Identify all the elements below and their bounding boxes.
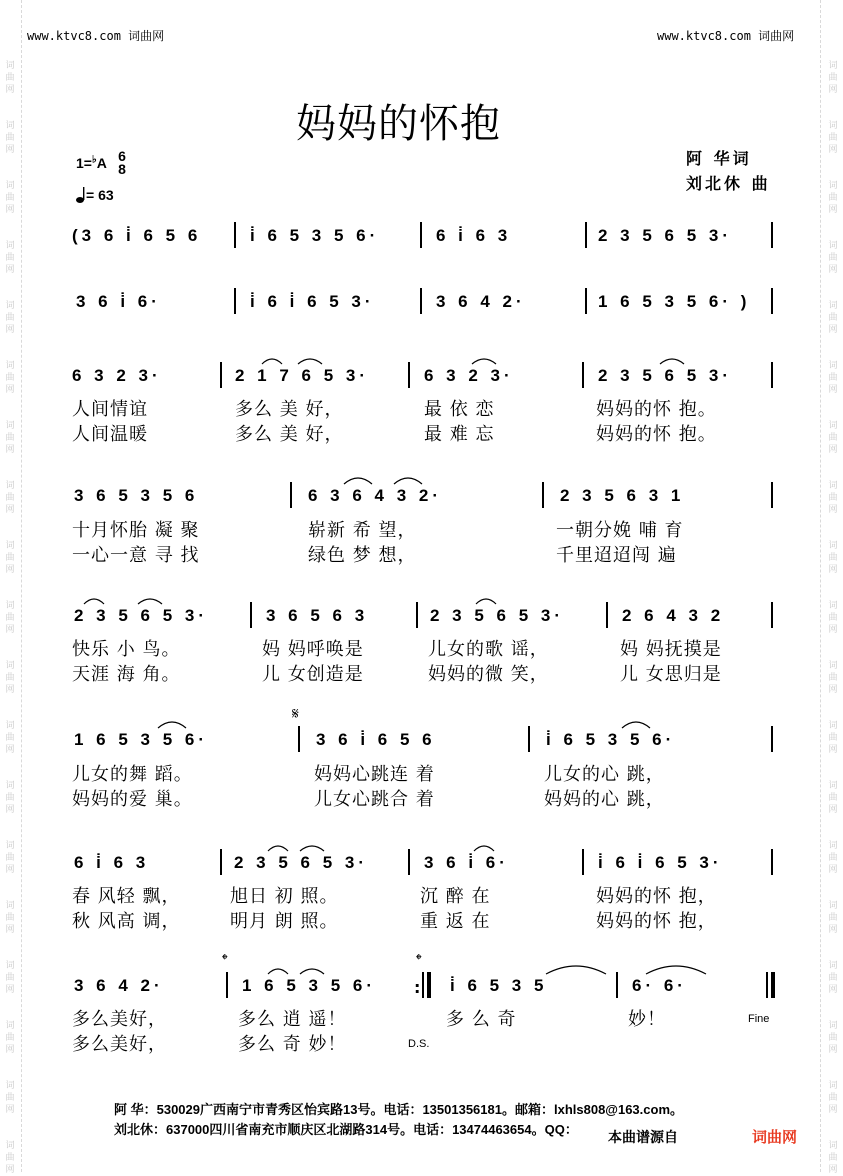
margin-watermark-text: 词曲网: [828, 1021, 838, 1055]
lyric-verse2: 妈妈的怀 抱。: [596, 424, 717, 445]
footer-contact-lyricist: 阿 华：530029广西南宁市青秀区怡宾路13号。电话：13501356181。邮箱：lxhls808@163.com。: [114, 1102, 684, 1117]
measure-notes: 6 i̇ 6 3: [436, 226, 512, 245]
margin-watermark-text: 词曲网: [5, 361, 15, 395]
slur: [660, 359, 684, 364]
lyric-verse2: 妈妈的心 跳，: [544, 789, 665, 810]
lyric-verse1: 多 么 奇: [446, 1009, 517, 1030]
margin-watermark-text: 词曲网: [828, 841, 838, 875]
measure-notes: i̇ 6 5 3 5 6·: [546, 730, 676, 749]
coda-sign: 𝄌: [416, 950, 422, 969]
lyric-verse2: 多么美好，: [72, 1034, 167, 1055]
measure-notes: 3 6 5 3 5 6: [74, 486, 199, 505]
margin-watermark-text: 词曲网: [5, 961, 15, 995]
margin-watermark-text: 词曲网: [828, 541, 838, 575]
margin-watermark-text: 词曲网: [5, 481, 15, 515]
measure-notes: 3 6 4 2·: [74, 976, 164, 995]
flat-sign: ♭: [91, 154, 97, 166]
lyric-verse2: 人间温暖: [72, 424, 148, 445]
lyric-verse2: 绿色 梦 想，: [308, 545, 417, 566]
margin-watermark-text: 词曲网: [5, 541, 15, 575]
segno-sign: 𝄋: [292, 704, 299, 723]
margin-watermark-text: 词曲网: [828, 481, 838, 515]
measure-notes: 2 1 7 6 5 3·: [235, 366, 370, 385]
slur: [84, 599, 104, 604]
slur: [300, 846, 324, 851]
lyric-verse1: 多么 逍 遥！: [238, 1009, 347, 1030]
lyric-verse1: 儿女的歌 谣，: [428, 639, 549, 660]
measure-notes: 6 3 2 3·: [424, 366, 514, 385]
slur: [394, 478, 422, 484]
slur: [646, 966, 706, 974]
measure-notes: i̇ 6 5 3 5: [450, 976, 548, 995]
lyric-verse1: 沉 醉 在: [420, 886, 491, 907]
measure-notes: 2 3 5 6 3 1: [560, 486, 685, 505]
measure-notes: 6 i̇ 6 3: [74, 853, 150, 872]
footer-contact-composer: 刘北休：637000四川省南充市顺庆区北湖路314号。电话：13474463654。QQ：: [114, 1122, 578, 1137]
header-watermark-left: www.ktvc8.com 词曲网: [27, 29, 165, 43]
measure-notes: (3 6 i̇ 6 5 6: [72, 226, 202, 245]
measure-notes: 3 6 4 2·: [436, 292, 526, 311]
margin-watermark-text: 词曲网: [5, 1141, 15, 1175]
repeat-dots: :: [414, 978, 421, 997]
measure-notes: 1 6 5 3 5 6· ): [598, 292, 751, 311]
measure-notes: 2 3 5 6 5 3·: [234, 853, 369, 872]
lyric-verse1: 儿女的舞 蹈。: [72, 764, 193, 785]
margin-watermark-text: 词曲网: [5, 781, 15, 815]
margin-watermark-text: 词曲网: [5, 61, 15, 95]
margin-watermark-text: 词曲网: [5, 181, 15, 215]
slur: [298, 359, 322, 364]
song-title: 妈妈的怀抱: [296, 101, 501, 147]
measure-notes: 2 3 5 6 5 3·: [598, 226, 733, 245]
lyric-verse2: 最 难 忘: [424, 424, 495, 445]
lyric-verse2: 明月 朗 照。: [230, 911, 339, 932]
margin-watermark-text: 词曲网: [5, 1081, 15, 1115]
margin-watermark-text: 词曲网: [828, 781, 838, 815]
slur: [476, 599, 496, 604]
lyric-verse1: 一朝分娩 哺 育: [556, 520, 684, 541]
lyric-verse1: 妙！: [628, 1009, 666, 1030]
measure-notes: 2 3 5 6 5 3·: [598, 366, 733, 385]
lyric-verse2: 妈妈的爱 巢。: [72, 789, 193, 810]
margin-watermark-text: 词曲网: [828, 661, 838, 695]
lyric-verse2: 一心一意 寻 找: [72, 545, 200, 566]
lyric-verse2: 多么 美 好，: [235, 424, 344, 445]
margin-watermark-text: 词曲网: [5, 121, 15, 155]
measure-notes: i̇ 6 5 3 5 6·: [250, 226, 380, 245]
key-note: A: [96, 155, 107, 171]
key-prefix: 1=: [76, 155, 92, 171]
lyric-verse1: 多么 美 好，: [235, 399, 344, 420]
measure-notes: 6 3 2 3·: [72, 366, 162, 385]
margin-watermark-text: 词曲网: [828, 1141, 838, 1175]
lyric-verse1: 儿女的心 跳，: [544, 764, 665, 785]
lyric-verse1: 人间情谊: [72, 399, 148, 420]
lyric-verse1: 妈 妈抚摸是: [620, 639, 722, 660]
margin-watermark-text: 词曲网: [5, 301, 15, 335]
margin-watermark-text: 词曲网: [5, 721, 15, 755]
lyric-verse2: 千里迢迢闯 遍: [556, 545, 677, 566]
measure-notes: 6· 6·: [632, 976, 687, 995]
slur: [474, 846, 494, 851]
source-note: 本曲谱源自: [604, 1127, 682, 1147]
margin-watermark-text: 词曲网: [828, 301, 838, 335]
measure-notes: i̇ 6 i̇ 6 5 3·: [250, 292, 375, 311]
measure-notes: 3 6 i̇ 6 5 6: [316, 730, 436, 749]
slur: [472, 359, 496, 364]
slur: [138, 599, 162, 604]
margin-watermark-text: 词曲网: [5, 241, 15, 275]
slur: [268, 969, 288, 974]
measure-notes: 2 6 4 3 2: [622, 606, 725, 625]
lyric-verse2: 天涯 海 角。: [72, 664, 181, 685]
brand-logo: 词曲网: [752, 1128, 798, 1146]
slur: [300, 969, 324, 974]
lyric-verse1: 快乐 小 鸟。: [72, 639, 181, 660]
measure-notes: 3 6 5 6 3: [266, 606, 369, 625]
margin-watermark-text: 词曲网: [828, 721, 838, 755]
time-signature-bottom: 8: [118, 161, 126, 177]
measure-notes: 6 3 6 4 3 2·: [308, 486, 443, 505]
lyric-verse1: 十月怀胎 凝 聚: [72, 520, 200, 541]
slur: [268, 846, 288, 851]
measure-notes: 1 6 5 3 5 6·: [242, 976, 377, 995]
composer-credit: 刘北休 曲: [686, 174, 771, 193]
lyric-verse1: 妈妈的怀 抱。: [596, 399, 717, 420]
margin-watermark-text: 词曲网: [828, 421, 838, 455]
margin-watermark-text: 词曲网: [828, 61, 838, 95]
lyric-verse1: 春 风轻 飘，: [72, 886, 181, 907]
lyric-verse1: 崭新 希 望，: [308, 520, 417, 541]
lyric-verse2: 重 返 在: [420, 911, 491, 932]
coda-sign: 𝄌: [222, 950, 228, 969]
lyric-verse2: 妈妈的微 笑，: [428, 664, 549, 685]
slur: [262, 359, 282, 364]
lyric-verse1: 妈妈心跳连 着: [314, 764, 435, 785]
measure-notes: 2 3 5 6 5 3·: [430, 606, 565, 625]
lyric-verse1: 多么美好，: [72, 1009, 167, 1030]
lyric-verse1: 妈妈的怀 抱，: [596, 886, 717, 907]
lyric-verse1: 妈 妈呼唤是: [262, 639, 364, 660]
margin-watermark-text: 词曲网: [828, 241, 838, 275]
slur: [546, 966, 606, 974]
slur: [158, 722, 186, 728]
header-watermark-right: www.ktvc8.com 词曲网: [657, 29, 795, 43]
margin-watermark-text: 词曲网: [828, 961, 838, 995]
measure-notes: i̇ 6 i̇ 6 5 3·: [598, 853, 723, 872]
lyric-verse1: 最 依 恋: [424, 399, 495, 420]
lyric-verse2: 儿女心跳合 着: [314, 789, 435, 810]
ds-mark: D.S.: [408, 1038, 430, 1050]
lyric-verse2: 秋 风高 调，: [72, 911, 181, 932]
slur: [622, 722, 650, 728]
time-signature-top: 6: [118, 148, 126, 164]
margin-watermark-text: 词曲网: [5, 901, 15, 935]
margin-watermark-text: 词曲网: [5, 1021, 15, 1055]
margin-watermark-text: 词曲网: [828, 361, 838, 395]
margin-watermark-text: 词曲网: [5, 601, 15, 635]
lyricist-credit: 阿 华词: [686, 149, 752, 168]
tempo-value: = 63: [86, 187, 114, 203]
lyric-verse2: 多么 奇 妙！: [238, 1034, 347, 1055]
lyric-verse2: 儿 女创造是: [262, 664, 364, 685]
margin-watermark-text: 词曲网: [828, 601, 838, 635]
fine-mark: Fine: [748, 1013, 770, 1025]
margin-watermark-text: 词曲网: [5, 421, 15, 455]
slur: [344, 478, 372, 484]
margin-watermark-text: 词曲网: [5, 661, 15, 695]
margin-watermark-text: 词曲网: [828, 1081, 838, 1115]
measure-notes: 2 3 5 6 5 3·: [74, 606, 209, 625]
measure-notes: 1 6 5 3 5 6·: [74, 730, 209, 749]
margin-watermark-text: 词曲网: [828, 121, 838, 155]
margin-watermark-text: 词曲网: [828, 901, 838, 935]
lyric-verse2: 妈妈的怀 抱，: [596, 911, 717, 932]
measure-notes: 3 6 i̇ 6·: [76, 292, 161, 311]
margin-watermark-text: 词曲网: [828, 181, 838, 215]
lyric-verse2: 儿 女思归是: [620, 664, 722, 685]
margin-watermark-text: 词曲网: [5, 841, 15, 875]
measure-notes: 3 6 i̇ 6·: [424, 853, 509, 872]
lyric-verse1: 旭日 初 照。: [230, 886, 339, 907]
